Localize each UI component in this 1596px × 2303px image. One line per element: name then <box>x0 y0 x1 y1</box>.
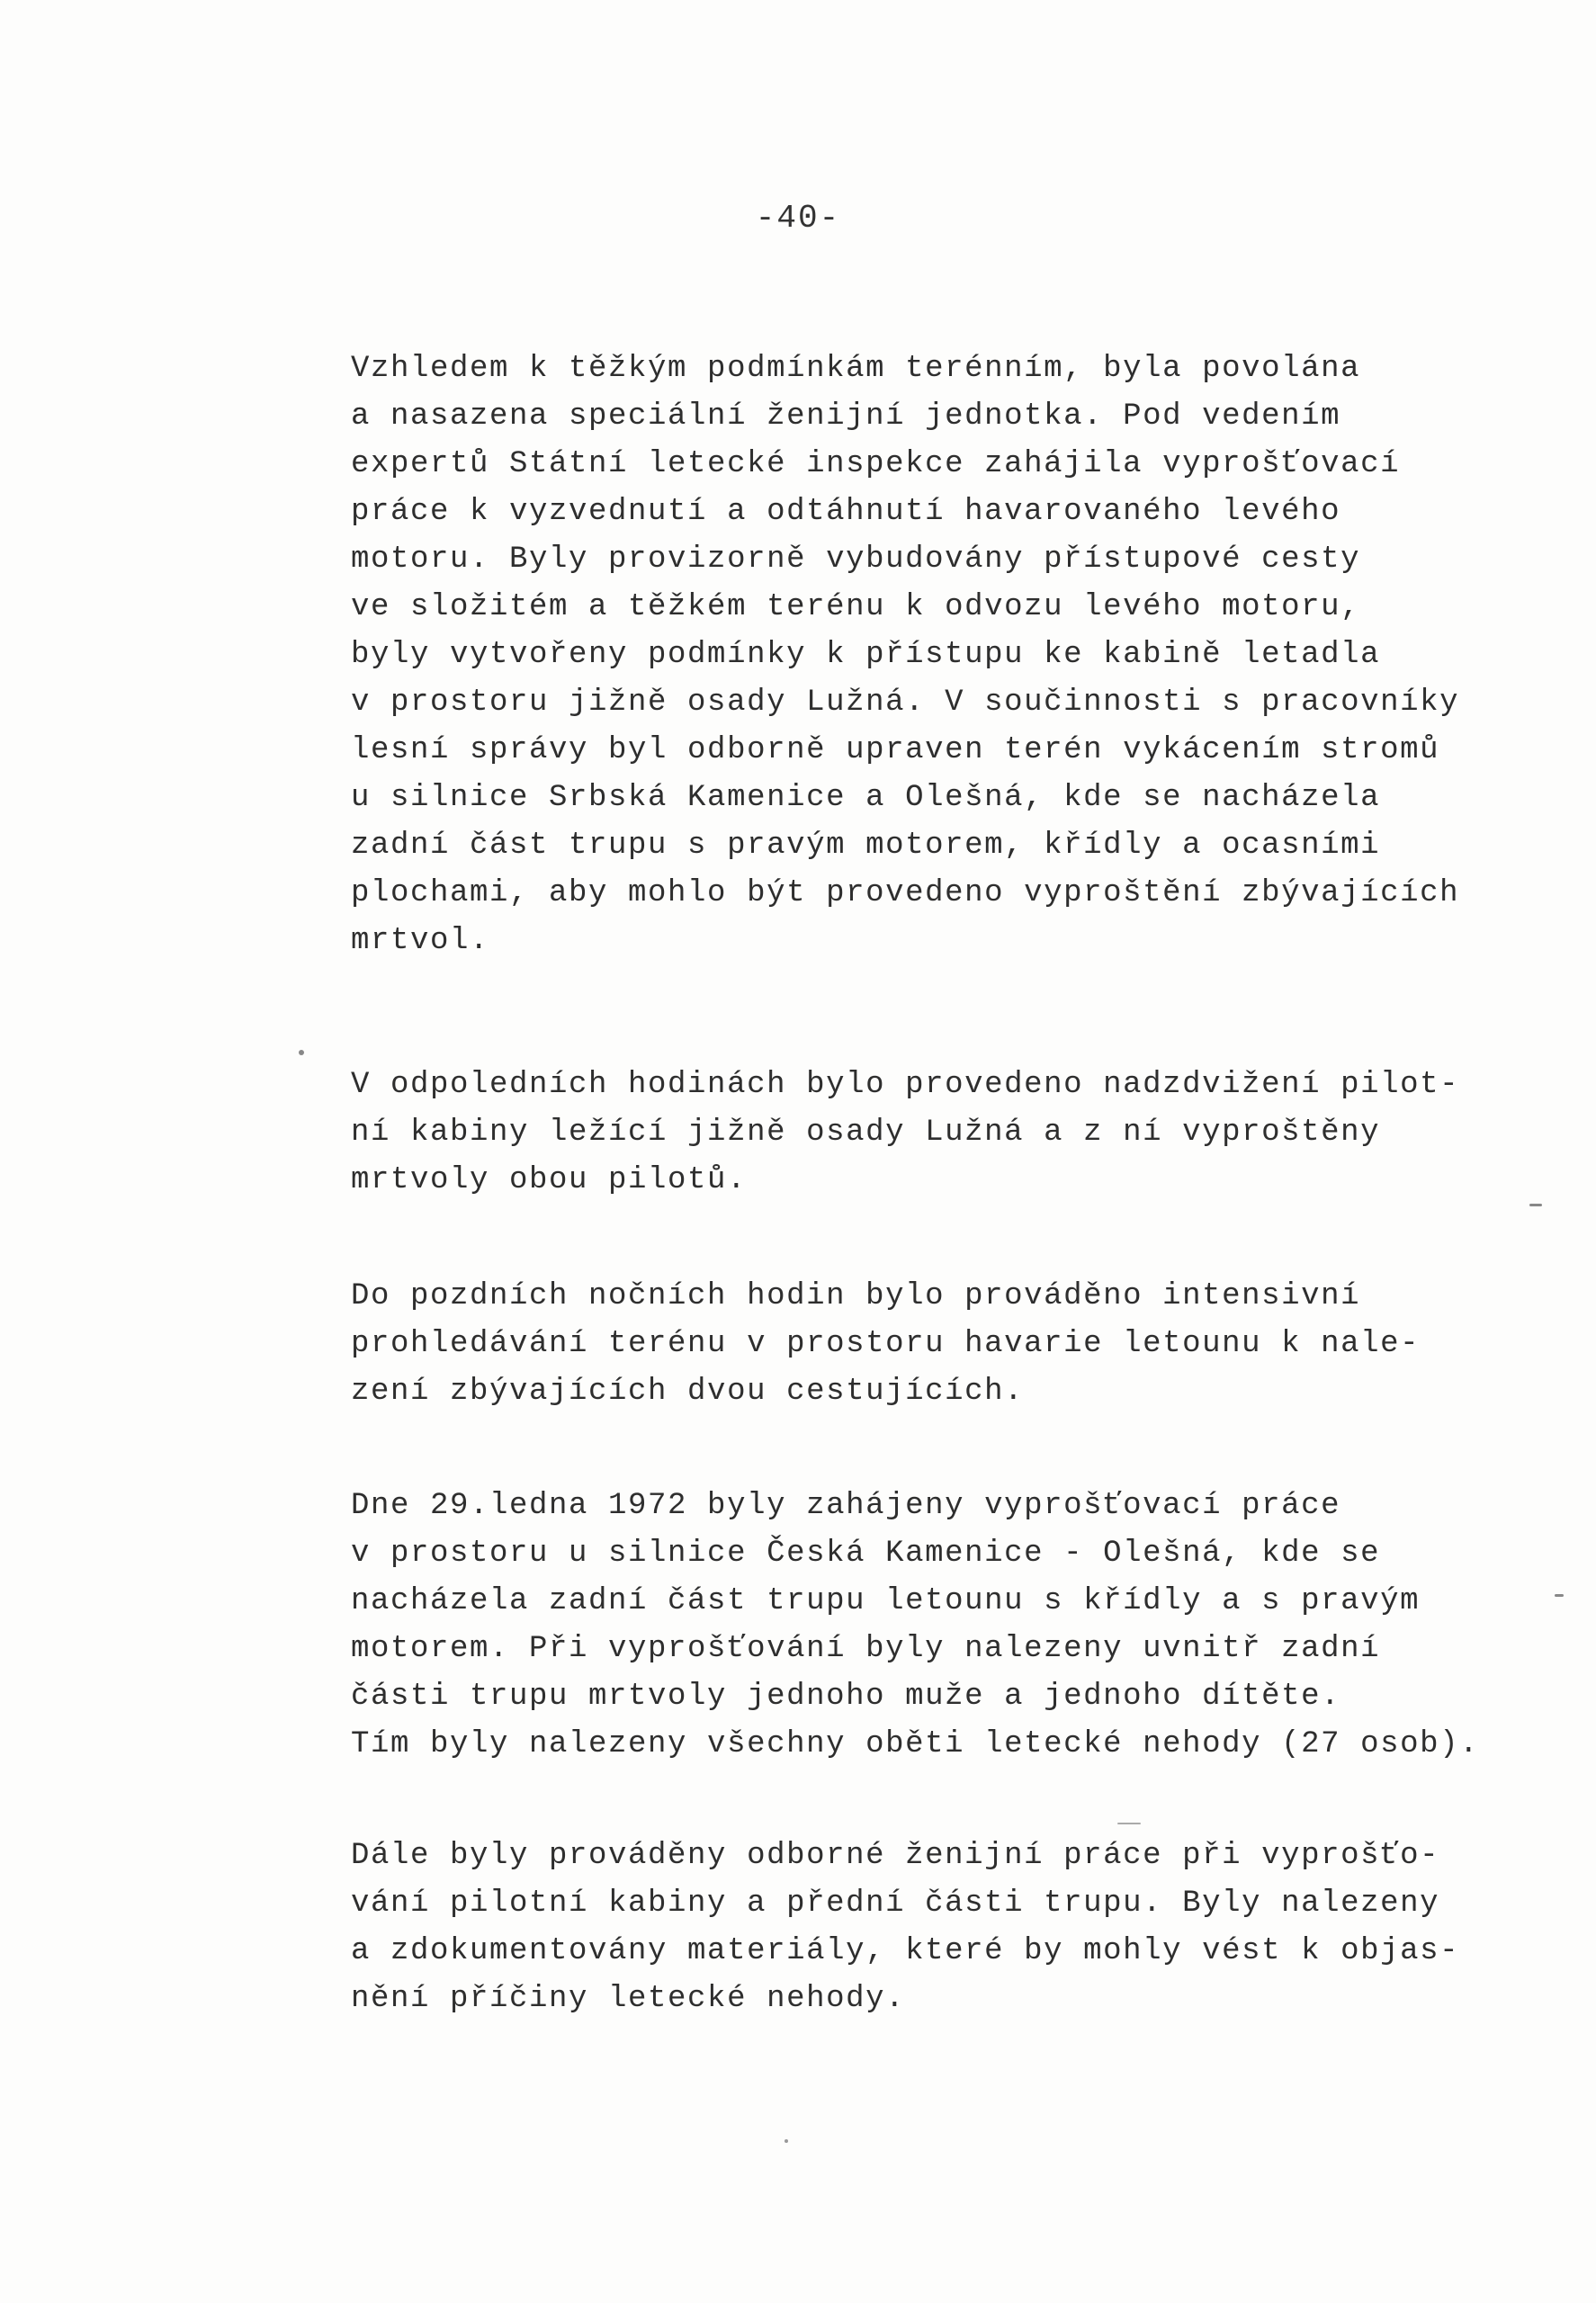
paragraph-4 <box>351 1483 1484 1769</box>
text-line: byly vytvořeny podmínky k přístupu ke kabině letadla <box>351 638 1381 672</box>
text-line: nění příčiny letecké nehody. <box>351 1982 906 2016</box>
paragraph-3 <box>351 1273 1484 1416</box>
text-line: plochami, aby mohlo být provedeno vyproštění zbývajících <box>351 876 1460 910</box>
text-line: ve složitém a těžkém terénu k odvozu levého motoru, <box>351 590 1361 624</box>
text-line: motoru. Byly provizorně vybudovány přístupové cesty <box>351 542 1361 577</box>
text-line: v prostoru jižně osady Lužná. V součinnosti s pracovníky <box>351 686 1460 720</box>
text-line: mrtvoly obou pilotů. <box>351 1163 748 1197</box>
text-line: ní kabiny ležící jižně osady Lužná a z ní vyproštěny <box>351 1116 1381 1150</box>
scan-speck <box>1529 1204 1542 1206</box>
text-line: u silnice Srbská Kamenice a Olešná, kde se nacházela <box>351 781 1381 815</box>
scan-speck <box>299 1050 304 1055</box>
text-line: Do pozdních nočních hodin bylo prováděno intensivní <box>351 1279 1361 1313</box>
text-line: nacházela zadní část trupu letounu s křídly a s pravým <box>351 1584 1421 1618</box>
text-line: práce k vyzvednutí a odtáhnutí havarovaného levého <box>351 495 1341 529</box>
text-line: Tím byly nalezeny všechny oběti letecké nehody (27 osob). <box>351 1727 1480 1761</box>
text-line: Dne 29.ledna 1972 byly zahájeny vyprošťovací práce <box>351 1489 1341 1523</box>
text-line: prohledávání terénu v prostoru havarie letounu k nale- <box>351 1327 1421 1361</box>
text-line: mrtvol. <box>351 924 490 958</box>
text-line: a zdokumentovány materiály, které by mohly vést k objas- <box>351 1934 1460 1968</box>
text-line: motorem. Při vyprošťování byly nalezeny uvnitř zadní <box>351 1632 1381 1666</box>
scan-speck <box>1555 1594 1564 1597</box>
text-line: části trupu mrtvoly jednoho muže a jednoho dítěte. <box>351 1680 1341 1714</box>
text-line: vání pilotní kabiny a přední části trupu. Byly nalezeny <box>351 1886 1440 1921</box>
text-line: Vzhledem k těžkým podmínkám terénním, byla povolána <box>351 352 1361 386</box>
text-line: lesní správy byl odborně upraven terén vykácením stromů <box>351 733 1440 767</box>
scan-speck <box>1117 1823 1141 1824</box>
text-line: a nasazena speciální ženijní jednotka. Pod vedením <box>351 399 1341 434</box>
text-line: expertů Státní letecké inspekce zahájila vyprošťovací <box>351 447 1401 481</box>
paragraph-2 <box>351 1062 1484 1205</box>
scan-speck <box>785 2139 788 2143</box>
text-line: v prostoru u silnice Česká Kamenice - Olešná, kde se <box>351 1537 1381 1571</box>
text-line: zení zbývajících dvou cestujících. <box>351 1375 1025 1409</box>
page-number: -40- <box>755 200 841 237</box>
text-line: Dále byly prováděny odborné ženijní práce při vyprošťo- <box>351 1839 1440 1873</box>
paragraph-5 <box>351 1833 1484 2023</box>
text-line: V odpoledních hodinách bylo provedeno nadzdvižení pilot- <box>351 1068 1460 1102</box>
paragraph-1 <box>351 345 1484 965</box>
text-line: zadní část trupu s pravým motorem, křídly a ocasními <box>351 829 1381 863</box>
